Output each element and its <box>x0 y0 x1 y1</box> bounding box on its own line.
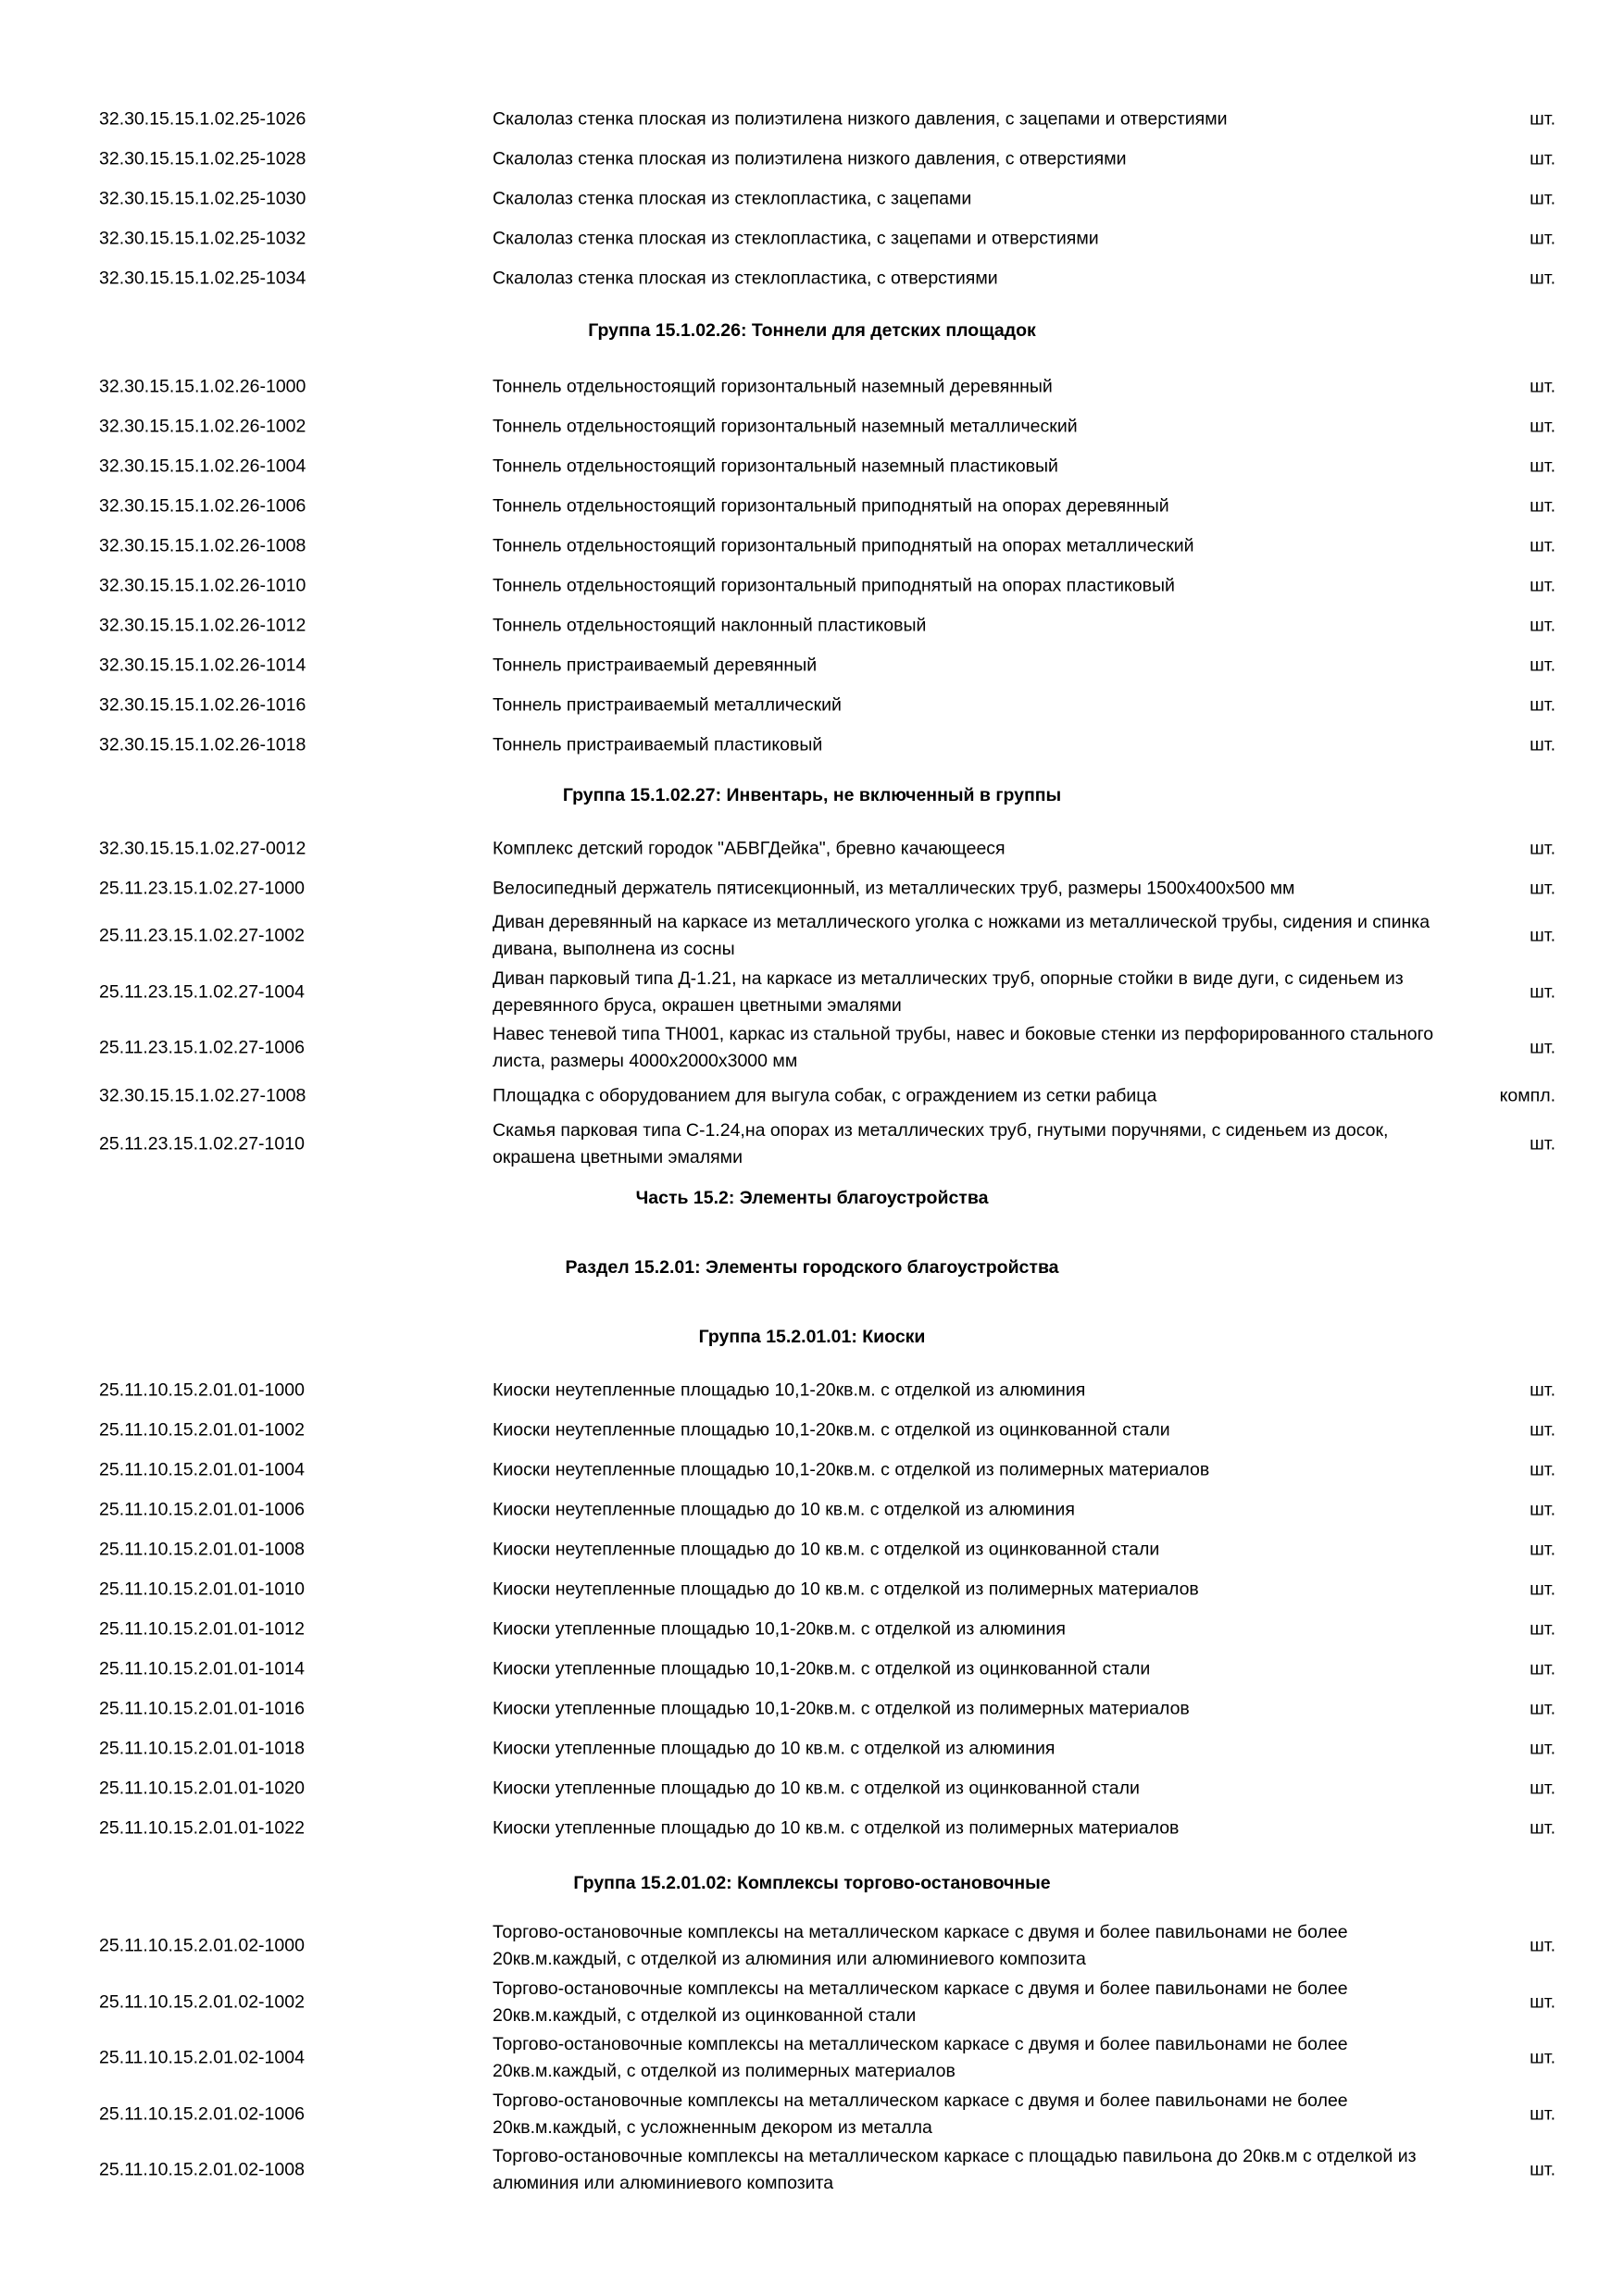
row-description: Киоски неутепленные площадью 10,1-20кв.м. с отделкой из алюминия <box>493 1379 1086 1400</box>
table-row <box>0 1808 1624 1848</box>
row-unit: шт. <box>1530 925 1555 946</box>
table-row <box>0 406 1624 446</box>
table-row <box>0 829 1624 868</box>
row-unit: шт. <box>1530 1133 1555 1154</box>
table-row <box>0 99 1624 139</box>
row-description: Навес теневой типа ТН001, каркас из стальной трубы, навес и боковые стенки из перфорированного стального листа, размеры 4000х2000х3000 мм <box>493 1024 1434 1072</box>
row-code: 32.30.15.15.1.02.27-0012 <box>99 838 306 858</box>
table-row <box>0 218 1624 258</box>
row-unit: шт. <box>1530 108 1555 129</box>
table-row <box>0 1370 1624 1410</box>
row-unit: шт. <box>1530 655 1555 675</box>
group-heading: Группа 15.2.01.01: Киоски <box>698 1327 926 1347</box>
row-unit: шт. <box>1530 535 1555 555</box>
row-description: Тоннель отдельностоящий горизонтальный наземный металлический <box>493 416 1078 436</box>
row-unit: шт. <box>1530 1935 1555 1956</box>
row-description: Торгово-остановочные комплексы на металлическом каркасе с двумя и более павильонами не более 20кв.м.каждый, с усложненным декором из металла <box>493 2090 1348 2138</box>
row-code: 32.30.15.15.1.02.26-1014 <box>99 655 306 675</box>
row-code: 25.11.10.15.2.01.02-1006 <box>99 2103 305 2125</box>
row-code: 25.11.10.15.2.01.01-1010 <box>99 1578 305 1599</box>
table-row <box>0 486 1624 526</box>
row-description: Киоски утепленные площадью 10,1-20кв.м. с отделкой из оцинкованной стали <box>493 1658 1151 1678</box>
row-code: 25.11.10.15.2.01.01-1002 <box>99 1419 305 1440</box>
table-row <box>0 868 1624 908</box>
row-description: Скалолаз стенка плоская из стеклопластика, с зацепами и отверстиями <box>493 228 1099 248</box>
table-row <box>0 1609 1624 1649</box>
table-row <box>0 367 1624 406</box>
row-code: 25.11.10.15.2.01.01-1008 <box>99 1539 305 1559</box>
row-unit: шт. <box>1530 694 1555 715</box>
table-row <box>0 1649 1624 1689</box>
row-code: 25.11.10.15.2.01.01-1020 <box>99 1778 305 1798</box>
table-row <box>0 1410 1624 1450</box>
table-row <box>0 526 1624 566</box>
row-code: 25.11.10.15.2.01.01-1018 <box>99 1738 305 1758</box>
row-description: Тоннель отдельностоящий горизонтальный наземный пластиковый <box>493 455 1058 476</box>
row-unit: шт. <box>1530 495 1555 516</box>
row-description: Скамья парковая типа С-1.24,на опорах из металлических труб, гнутыми поручнями, с сиденьем из досок, окрашена цветными эмалями <box>493 1119 1389 1167</box>
row-description: Киоски неутепленные площадью 10,1-20кв.м. с отделкой из оцинкованной стали <box>493 1419 1170 1440</box>
table-row <box>0 965 1624 1021</box>
row-description: Киоски неутепленные площадью 10,1-20кв.м. с отделкой из полимерных материалов <box>493 1459 1210 1479</box>
table-row <box>0 645 1624 685</box>
table-row <box>0 179 1624 218</box>
row-unit: шт. <box>1530 1379 1555 1400</box>
row-code: 25.11.10.15.2.01.01-1000 <box>99 1379 305 1400</box>
row-unit: шт. <box>1530 1658 1555 1678</box>
group-27-rows <box>0 829 1624 1172</box>
row-code: 32.30.15.15.1.02.25-1026 <box>99 108 306 129</box>
row-description: Торгово-остановочные комплексы на металлическом каркасе с площадью павильона до 20кв.м с отделкой из алюминия или алюминиевого композита <box>493 2146 1417 2194</box>
row-description: Киоски утепленные площадью до 10 кв.м. с отделкой из полимерных материалов <box>493 1817 1180 1838</box>
row-description: Торгово-остановочные комплексы на металлическом каркасе с двумя и более павильонами не более 20кв.м.каждый, с отделкой из оцинкованной стали <box>493 1978 1348 2026</box>
row-description: Скалолаз стенка плоская из полиэтилена низкого давления, с отверстиями <box>493 148 1127 168</box>
row-code: 25.11.23.15.1.02.27-1004 <box>99 981 305 1003</box>
row-code: 32.30.15.15.1.02.26-1012 <box>99 615 306 635</box>
row-unit: шт. <box>1530 981 1555 1003</box>
row-code: 32.30.15.15.1.02.26-1010 <box>99 575 306 595</box>
row-code: 32.30.15.15.1.02.27-1008 <box>99 1085 306 1106</box>
row-unit: шт. <box>1530 1817 1555 1838</box>
group-heading: Группа 15.2.01.02: Комплексы торгово-остановочные <box>573 1873 1051 1893</box>
row-description: Тоннель отдельностоящий наклонный пластиковый <box>493 615 927 635</box>
table-row <box>0 1077 1624 1117</box>
row-code: 32.30.15.15.1.02.25-1028 <box>99 148 306 168</box>
row-code: 25.11.10.15.2.01.02-1000 <box>99 1935 305 1956</box>
row-code: 32.30.15.15.1.02.25-1030 <box>99 188 306 208</box>
group-25-rows <box>0 99 1624 298</box>
table-row <box>0 1569 1624 1609</box>
row-description: Комплекс детский городок "АБВГДейка", бревно качающееся <box>493 838 1006 858</box>
row-description: Скалолаз стенка плоская из стеклопластика, с зацепами <box>493 188 972 208</box>
row-description: Тоннель отдельностоящий горизонтальный наземный деревянный <box>493 376 1053 396</box>
row-code: 32.30.15.15.1.02.26-1002 <box>99 416 306 436</box>
table-row <box>0 2142 1624 2199</box>
row-description: Торгово-остановочные комплексы на металлическом каркасе с двумя и более павильонами не более 20кв.м.каждый, с отделкой из полимерных материалов <box>493 2034 1348 2082</box>
row-code: 25.11.10.15.2.01.02-1008 <box>99 2159 305 2180</box>
row-unit: шт. <box>1530 734 1555 755</box>
table-row <box>0 1975 1624 2031</box>
row-description: Тоннель пристраиваемый деревянный <box>493 655 818 675</box>
row-description: Киоски утепленные площадью до 10 кв.м. с отделкой из оцинкованной стали <box>493 1778 1140 1798</box>
section-heading: Раздел 15.2.01: Элементы городского благоустройства <box>565 1257 1059 1278</box>
row-description: Скалолаз стенка плоская из полиэтилена низкого давления, с зацепами и отверстиями <box>493 108 1228 129</box>
row-unit: шт. <box>1530 878 1555 898</box>
table-row <box>0 1490 1624 1529</box>
row-unit: шт. <box>1530 1419 1555 1440</box>
row-description: Киоски утепленные площадью до 10 кв.м. с отделкой из алюминия <box>493 1738 1056 1758</box>
row-description: Киоски утепленные площадью 10,1-20кв.м. с отделкой из полимерных материалов <box>493 1698 1190 1718</box>
group-26-rows <box>0 367 1624 765</box>
row-description: Тоннель отдельностоящий горизонтальный приподнятый на опорах пластиковый <box>493 575 1175 595</box>
row-unit: шт. <box>1530 1618 1555 1639</box>
table-row <box>0 685 1624 725</box>
row-unit: шт. <box>1530 838 1555 858</box>
table-row <box>0 1689 1624 1728</box>
table-row <box>0 446 1624 486</box>
table-row <box>0 1450 1624 1490</box>
row-code: 25.11.23.15.1.02.27-1006 <box>99 1037 305 1058</box>
row-code: 32.30.15.15.1.02.25-1034 <box>99 268 306 288</box>
row-description: Киоски неутепленные площадью до 10 кв.м. с отделкой из полимерных материалов <box>493 1578 1199 1599</box>
table-row <box>0 908 1624 965</box>
table-row <box>0 1768 1624 1808</box>
group-heading: Группа 15.1.02.26: Тоннели для детских площадок <box>588 320 1036 341</box>
row-code: 32.30.15.15.1.02.26-1004 <box>99 455 306 476</box>
group-heading: Группа 15.1.02.27: Инвентарь, не включенный в группы <box>562 785 1062 805</box>
row-description: Тоннель отдельностоящий горизонтальный приподнятый на опорах металлический <box>493 535 1194 555</box>
row-code: 25.11.10.15.2.01.01-1012 <box>99 1618 305 1639</box>
row-code: 25.11.10.15.2.01.01-1006 <box>99 1499 305 1519</box>
row-unit: шт. <box>1530 1698 1555 1718</box>
row-code: 32.30.15.15.1.02.26-1006 <box>99 495 306 516</box>
row-description: Торгово-остановочные комплексы на металлическом каркасе с двумя и более павильонами не более 20кв.м.каждый, с отделкой из алюминия или алюминиевого композита <box>493 1922 1348 1970</box>
row-code: 25.11.23.15.1.02.27-1010 <box>99 1133 305 1154</box>
row-code: 25.11.23.15.1.02.27-1000 <box>99 878 305 898</box>
row-description: Скалолаз стенка плоская из стеклопластика, с отверстиями <box>493 268 998 288</box>
table-row <box>0 605 1624 645</box>
group-15-2-01-02-rows <box>0 1918 1624 2199</box>
row-description: Киоски неутепленные площадью до 10 кв.м. с отделкой из алюминия <box>493 1499 1075 1519</box>
row-unit: шт. <box>1530 455 1555 476</box>
row-code: 32.30.15.15.1.02.25-1032 <box>99 228 306 248</box>
row-unit: шт. <box>1530 416 1555 436</box>
row-unit: шт. <box>1530 2103 1555 2125</box>
row-unit: шт. <box>1530 268 1555 288</box>
row-unit: шт. <box>1530 575 1555 595</box>
row-unit: компл. <box>1499 1085 1555 1106</box>
row-code: 25.11.10.15.2.01.01-1016 <box>99 1698 305 1718</box>
group-15-2-01-01-rows <box>0 1370 1624 1848</box>
table-row <box>0 1918 1624 1975</box>
row-code: 25.11.10.15.2.01.01-1004 <box>99 1459 305 1479</box>
row-description: Тоннель пристраиваемый металлический <box>493 694 842 715</box>
row-unit: шт. <box>1530 228 1555 248</box>
row-unit: шт. <box>1530 2159 1555 2180</box>
table-row <box>0 139 1624 179</box>
part-heading: Часть 15.2: Элементы благоустройства <box>635 1188 989 1208</box>
row-description: Киоски утепленные площадью 10,1-20кв.м. с отделкой из алюминия <box>493 1618 1066 1639</box>
row-code: 25.11.10.15.2.01.01-1014 <box>99 1658 305 1678</box>
row-code: 32.30.15.15.1.02.26-1008 <box>99 535 306 555</box>
row-unit: шт. <box>1530 376 1555 396</box>
row-unit: шт. <box>1530 188 1555 208</box>
table-row <box>0 566 1624 605</box>
row-unit: шт. <box>1530 1539 1555 1559</box>
row-description: Велосипедный держатель пятисекционный, из металлических труб, размеры 1500х400х500 мм <box>493 878 1295 898</box>
row-unit: шт. <box>1530 615 1555 635</box>
row-code: 25.11.10.15.2.01.01-1022 <box>99 1817 305 1838</box>
row-description: Площадка с оборудованием для выгула собак, с ограждением из сетки рабица <box>493 1085 1157 1106</box>
row-description: Киоски неутепленные площадью до 10 кв.м. с отделкой из оцинкованной стали <box>493 1539 1160 1559</box>
table-row <box>0 1117 1624 1173</box>
row-unit: шт. <box>1530 1037 1555 1058</box>
table-row <box>0 1529 1624 1569</box>
table-row <box>0 258 1624 298</box>
row-code: 32.30.15.15.1.02.26-1018 <box>99 734 306 755</box>
row-description: Диван деревянный на каркасе из металлического уголка с ножками из металлической трубы, сидения и спинка дивана, выполнена из сосны <box>493 912 1430 960</box>
row-unit: шт. <box>1530 148 1555 168</box>
row-unit: шт. <box>1530 1738 1555 1758</box>
row-unit: шт. <box>1530 1578 1555 1599</box>
row-unit: шт. <box>1530 1459 1555 1479</box>
row-description: Диван парковый типа Д-1.21, на каркасе из металлических труб, опорные стойки в виде дуги, с сиденьем из деревянного бруса, окрашен цветными эмалями <box>493 967 1404 1016</box>
table-row <box>0 2030 1624 2087</box>
row-unit: шт. <box>1530 1778 1555 1798</box>
row-code: 25.11.10.15.2.01.02-1004 <box>99 2047 305 2068</box>
row-description: Тоннель пристраиваемый пластиковый <box>493 734 823 755</box>
row-code: 25.11.10.15.2.01.02-1002 <box>99 1991 305 2013</box>
row-code: 32.30.15.15.1.02.26-1000 <box>99 376 306 396</box>
table-row <box>0 1728 1624 1768</box>
table-row <box>0 2087 1624 2143</box>
row-unit: шт. <box>1530 2047 1555 2068</box>
row-description: Тоннель отдельностоящий горизонтальный приподнятый на опорах деревянный <box>493 495 1169 516</box>
table-row <box>0 1020 1624 1077</box>
table-row <box>0 725 1624 765</box>
row-code: 25.11.23.15.1.02.27-1002 <box>99 925 305 946</box>
row-code: 32.30.15.15.1.02.26-1016 <box>99 694 306 715</box>
row-unit: шт. <box>1530 1499 1555 1519</box>
row-unit: шт. <box>1530 1991 1555 2013</box>
